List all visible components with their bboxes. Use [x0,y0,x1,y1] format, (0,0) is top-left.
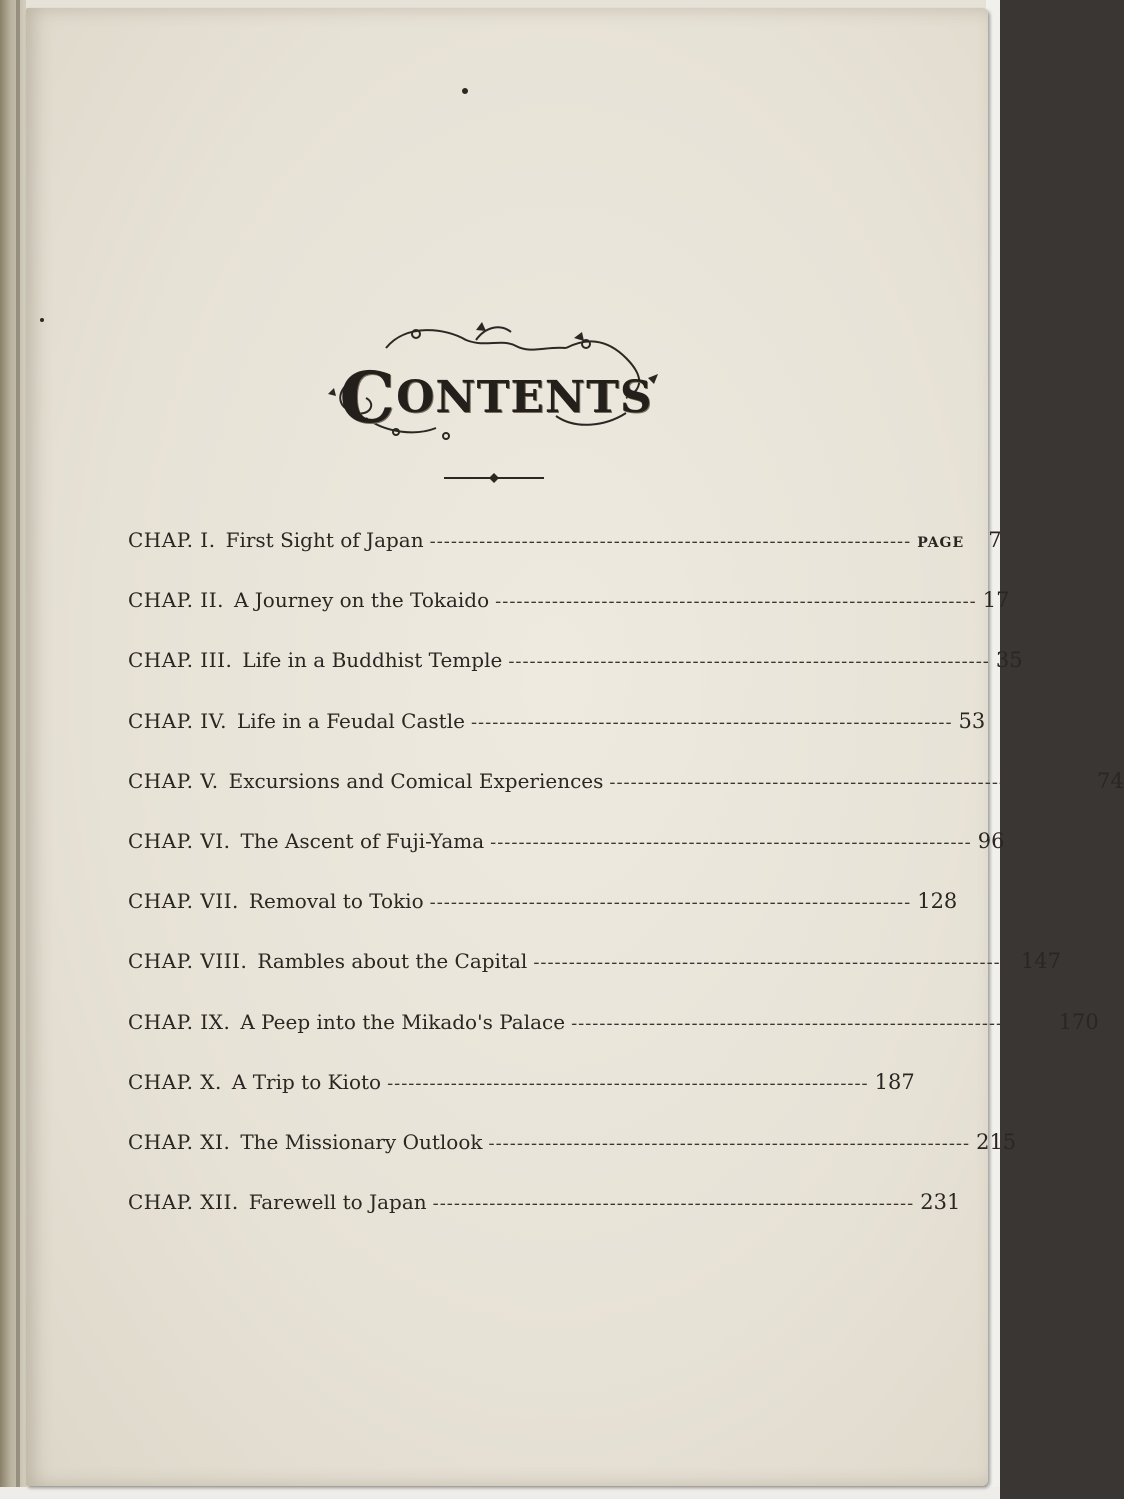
toc-entry [128,1009,1099,1070]
chapter-title: Removal to Tokio [248,889,424,914]
chapter-page-number: 170 [1058,1009,1099,1034]
chapter-number: CHAP. III. [128,648,233,673]
chapter-page-number: 7 [988,528,1002,552]
chapter-title: A Trip to Kioto [231,1069,382,1094]
toc-entry [128,768,1124,829]
chapter-title: A Peep into the Mikado's Palace [240,1009,566,1034]
chapter-number: CHAP. VII. [128,889,239,914]
dot-leader: -------------------------------------------------------------------- [495,591,977,613]
chapter-number: CHAP. IV. [128,708,228,733]
gutter-edge [16,0,20,1499]
dot-leader: -------------------------------------------------------------------- [609,771,1091,793]
contents-heading [326,356,666,439]
page-label: PAGE [917,535,965,551]
chapter-number: CHAP. X. [128,1069,222,1094]
dot-leader: -------------------------------------------------------------------- [571,1012,1053,1034]
chapter-title: First Sight of Japan [225,528,424,552]
dot-leader: -------------------------------------------------------------------- [387,1072,869,1094]
dot-leader: -------------------------------------------------------------------- [470,711,953,733]
chapter-page-number: 53 [958,708,986,733]
heading-rest: ONTENTS [396,372,653,423]
dot-leader: -------------------------------------------------------------------- [508,651,990,673]
toc-entry [128,828,1005,889]
divider-rule [444,470,544,486]
chapter-number: CHAP. VIII. [128,949,248,974]
ink-speck [462,88,468,94]
toc-entry [128,1190,961,1250]
chapter-page-number: 96 [977,828,1005,853]
chapter-title: Farewell to Japan [248,1190,427,1215]
chapter-number: CHAP. VI. [128,828,231,853]
toc-entry [128,1069,915,1130]
chapter-title: Life in a Feudal Castle [237,708,465,733]
background-strip-right [986,0,1000,1499]
dot-leader: -------------------------------------------------------------------- [488,1132,971,1154]
chapter-number: CHAP. IX. [128,1009,231,1034]
chapter-number: CHAP. XII. [128,1190,239,1215]
toc-entry [128,949,1061,1009]
chapter-page-number: 187 [874,1069,915,1094]
chapter-number: CHAP. II. [128,588,224,613]
chapter-title: Excursions and Comical Experiences [228,768,604,793]
chapter-title: The Missionary Outlook [240,1129,483,1154]
dot-leader: -------------------------------------------------------------------- [429,531,912,552]
toc-entry [128,889,958,949]
chapter-title: A Journey on the Tokaido [233,588,490,613]
dot-leader: -------------------------------------------------------------------- [490,831,972,853]
background-strip-bottom [0,1487,1000,1499]
chapter-page-number: 231 [920,1190,961,1215]
toc-entry [128,1129,1017,1190]
chapter-title: The Ascent of Fuji-Yama [240,828,485,853]
toc-entry [128,528,1002,588]
chapter-title: Rambles about the Capital [257,949,528,974]
dot-leader: -------------------------------------------------------------------- [533,952,1015,974]
chapter-page-number: 147 [1020,949,1061,974]
chapter-page-number: 128 [917,889,958,914]
toc-entry [128,648,1023,708]
chapter-page-number: 35 [995,648,1023,673]
toc-entry [128,588,1010,648]
chapter-title: Life in a Buddhist Temple [242,648,503,673]
dot-leader: -------------------------------------------------------------------- [429,892,912,914]
contents-heading-ornament [326,318,666,448]
book-spine [0,0,26,1499]
chapter-number: CHAP. V. [128,768,219,793]
chapter-page-number: 17 [982,588,1010,613]
chapter-number: CHAP. I. [128,528,216,552]
ink-speck [40,318,44,322]
table-of-contents [128,528,1124,1250]
heading-initial: C [339,356,397,439]
chapter-page-number: 215 [976,1129,1017,1154]
chapter-page-number: 74 [1096,768,1124,793]
chapter-number: CHAP. XI. [128,1129,231,1154]
toc-entry [128,708,986,769]
dot-leader: -------------------------------------------------------------------- [432,1193,915,1215]
